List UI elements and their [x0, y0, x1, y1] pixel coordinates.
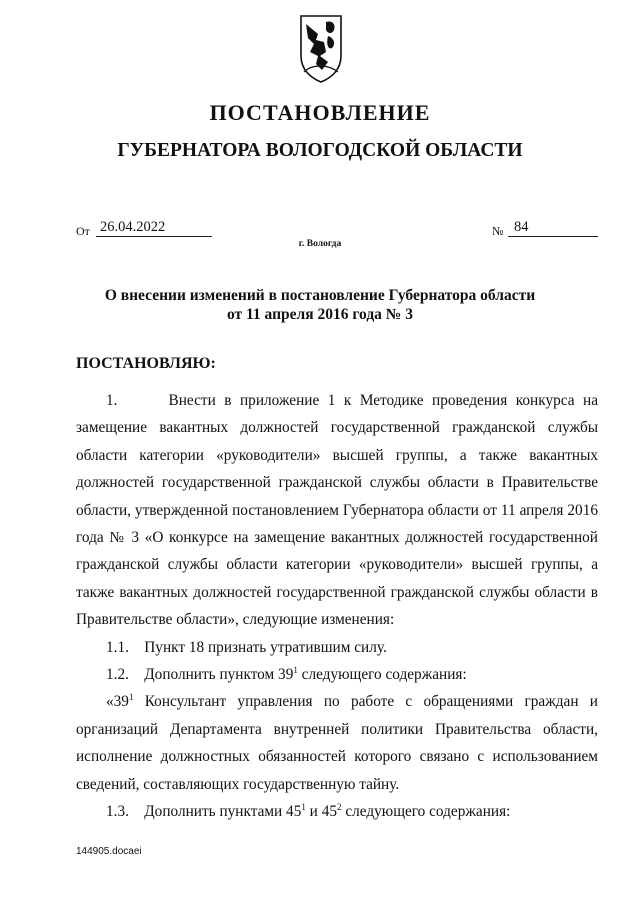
paragraph-1-2: [76, 661, 598, 688]
superscript: 1: [293, 664, 298, 675]
paragraph-39-1-text: Консультант управления по работе с обращениями граждан и организаций Департамента внутренней политики Правительства области, исполнение должностных обязанностей которого связано с использованием сведений, составляющих государственную тайну.: [76, 693, 598, 793]
superscript: 1: [128, 692, 134, 703]
number-label: №: [492, 224, 504, 238]
document-body: [76, 387, 598, 826]
paragraph-39-1: [76, 688, 598, 798]
city-label: г. Вологда: [298, 239, 342, 249]
paragraph-1-3: [76, 798, 598, 825]
superscript: 2: [337, 802, 342, 812]
paragraph-1-2-text: 1.2. Дополнить пунктом 39: [106, 666, 294, 684]
paragraph-1-2-text-end: следующего содержания:: [297, 666, 467, 684]
date-label: От: [76, 224, 90, 238]
paragraph-1-1: 1.1. Пункт 18 признать утратившим силу.: [106, 638, 387, 656]
document-title: ПОСТАНОВЛЕНИЕ: [209, 100, 431, 125]
decree-heading: ПОСТАНОВЛЯЮ:: [76, 355, 216, 372]
document-code: 144905.docaei: [76, 846, 142, 857]
subject-line-2: от 11 апреля 2016 года № 3: [227, 306, 413, 323]
document-subtitle: ГУБЕРНАТОРА ВОЛОГОДСКОЙ ОБЛАСТИ: [117, 140, 523, 161]
paragraph-39-1-start: «39: [106, 693, 129, 711]
coat-of-arms-icon: [298, 12, 344, 84]
paragraph-1: 1. Внести в приложение 1 к Методике проведения конкурса на замещение вакантных должностей государственной гражданской службы области категории «руководители» высшей группы, а также вакантных должностей государственной гражданской службы области в Правительстве области, утвержденной постановлением Губернатора области от 11 апреля 2016 года № 3 «О конкурсе на замещение вакантных должностей государственной гражданской службы области категории «руководители» высшей группы, а также вакантных должностей государственной гражданской службы области в Правительстве области», следующие изменения:: [76, 392, 598, 629]
paragraph-1-3-end: следующего содержания:: [341, 803, 511, 821]
date-value: 26.04.2022: [96, 219, 212, 237]
paragraph-1-3-text: 1.3. Дополнить пунктами 45: [106, 803, 302, 821]
document-subject: [0, 286, 640, 324]
subject-line-1: О внесении изменений в постановление Губернатора области: [104, 287, 536, 304]
superscript: 1: [301, 802, 306, 812]
number-value: 84: [508, 219, 598, 237]
paragraph-1-3-mid: и 45: [305, 803, 337, 821]
